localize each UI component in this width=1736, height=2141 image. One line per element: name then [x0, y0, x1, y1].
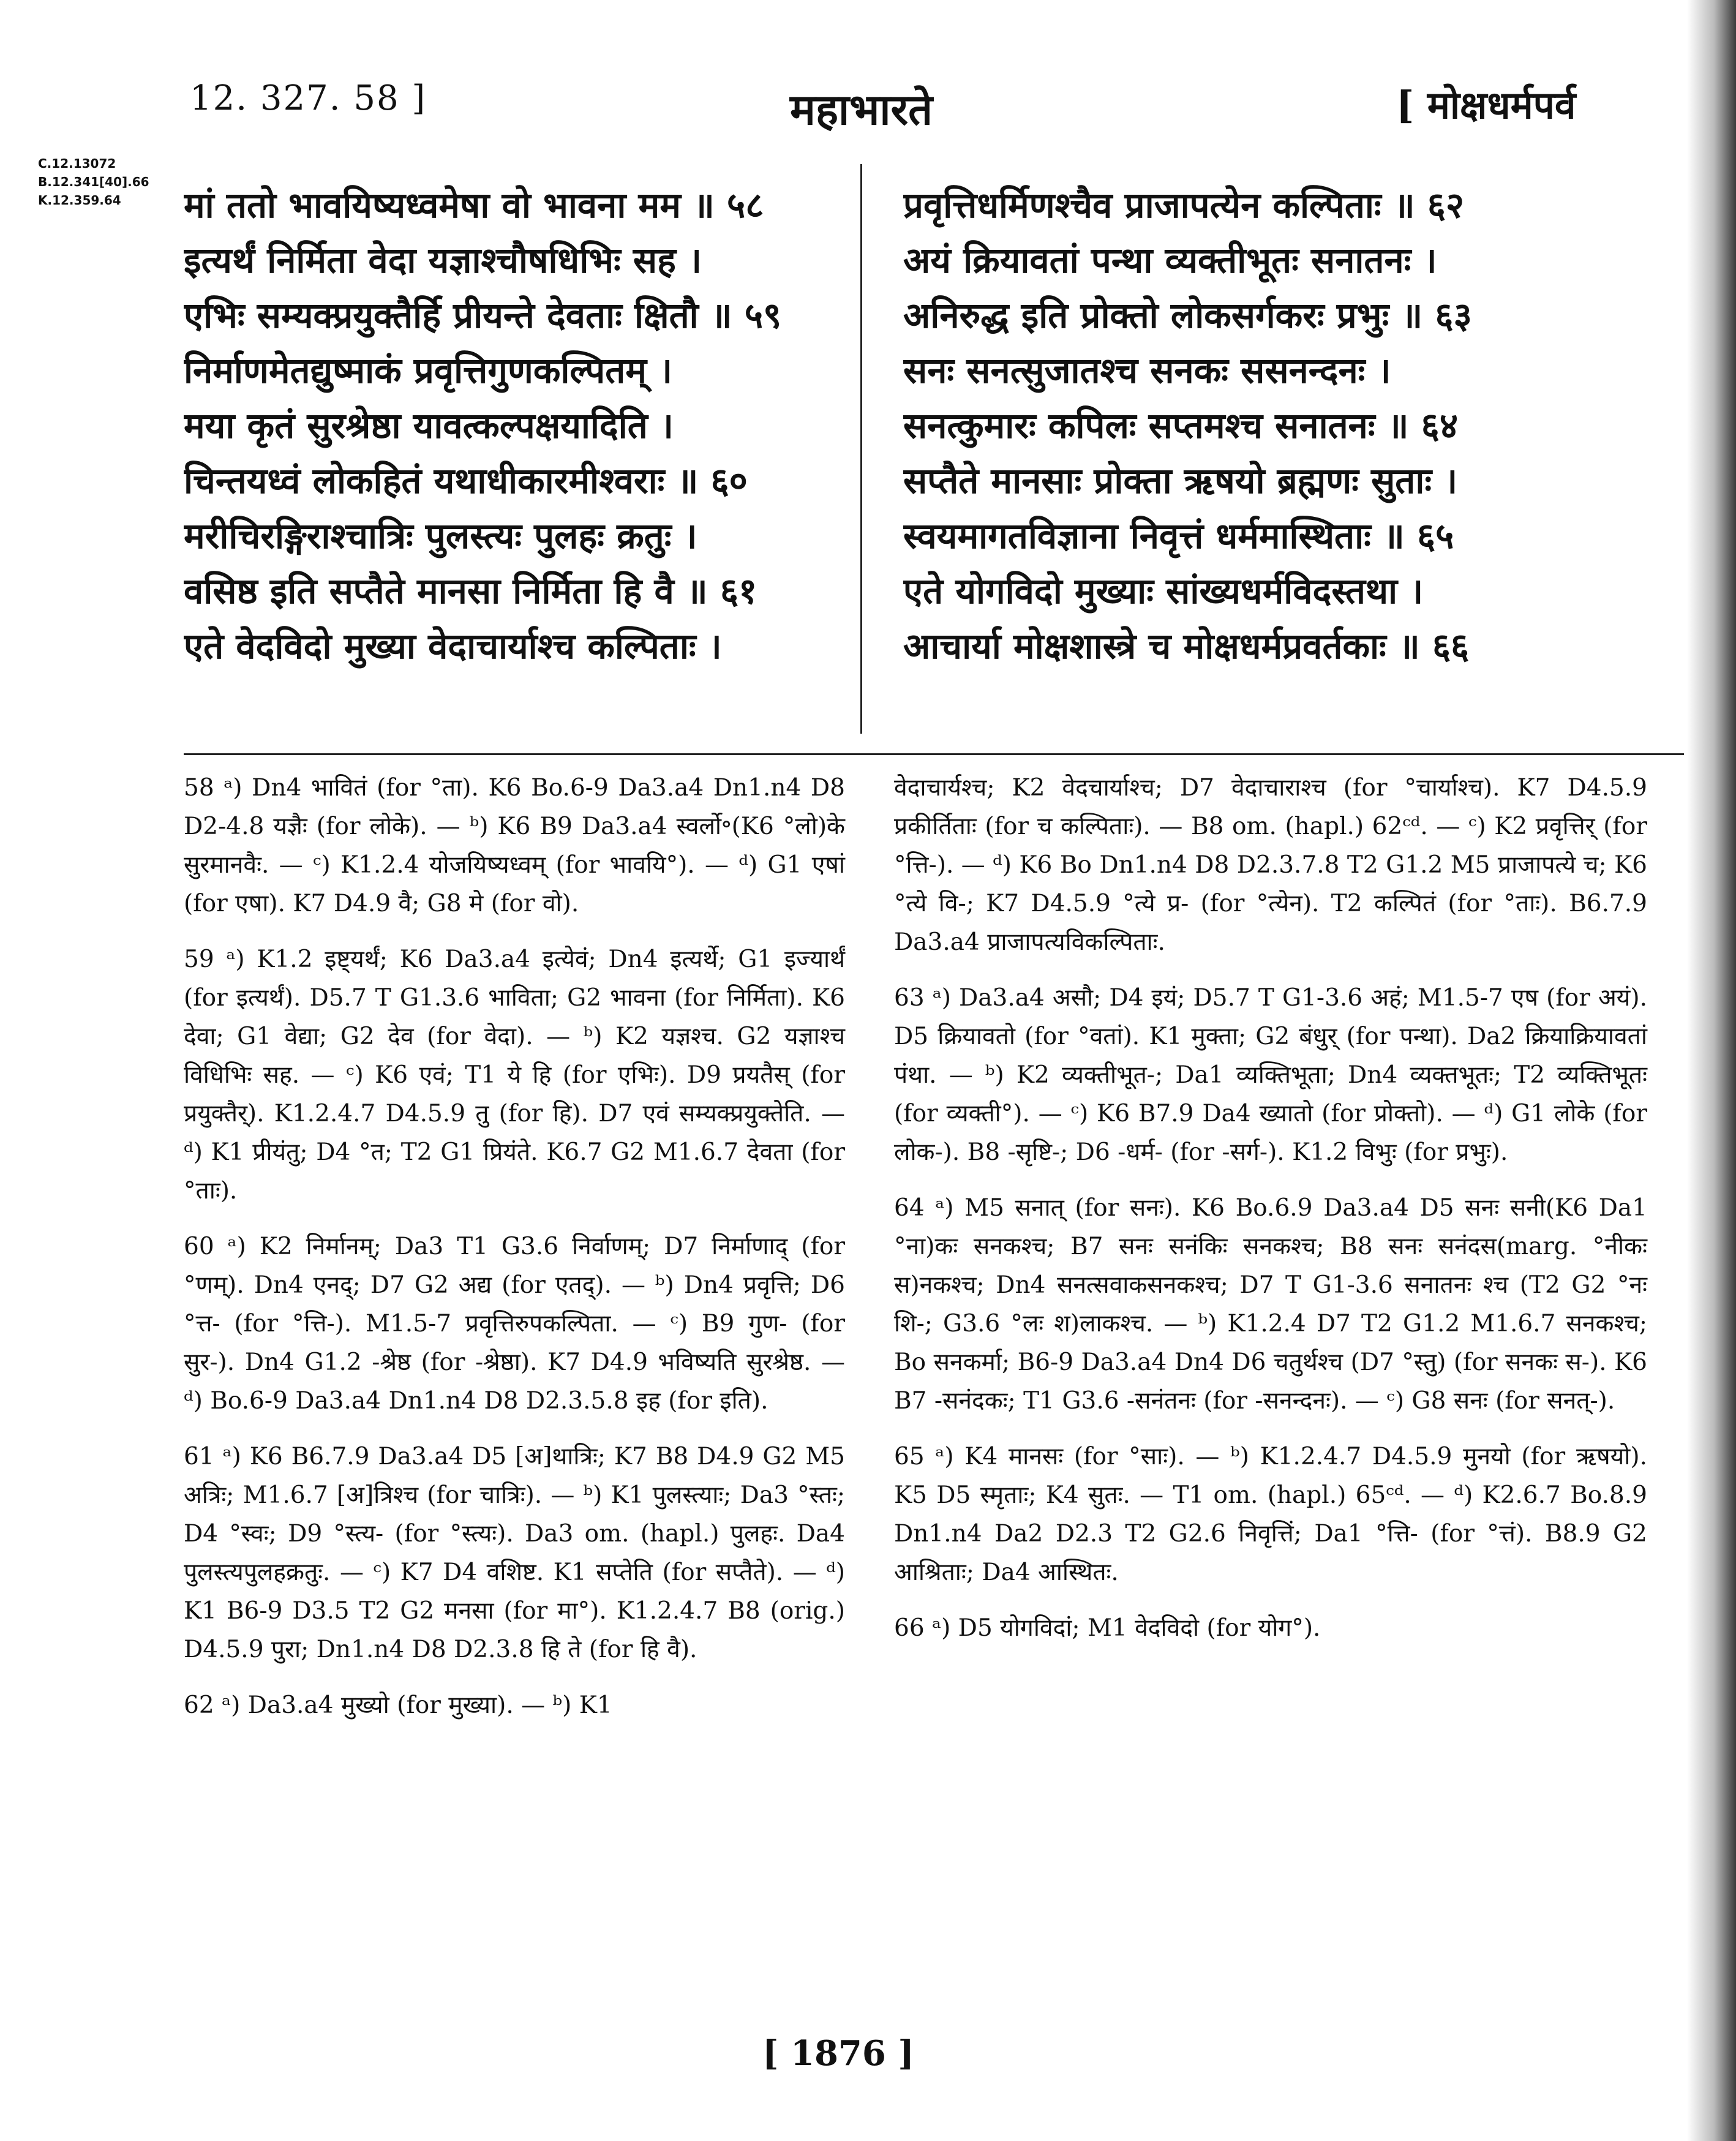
- margin-ref-c: C.12.13072: [38, 156, 116, 171]
- note-65: 65 ᵃ) K4 मानसः (for °साः). — ᵇ) K1.2.4.7 D4.5.9 मुनयो (for ऋषयो). K5 D5 स्मृताः; K4 सुतः. — T1 om. (hapl.) 65ᶜᵈ. — ᵈ) K2.6.7 Bo.8.9 Dn1.n4 Da2 D2.3 T2 G2.6 निवृत्तिं; Da1 °त्ति- (for °त्तं). B8.9 G2 आश्रिताः; Da4 आस्थितः.: [894, 1443, 1647, 1586]
- verse-line: सप्तैते मानसाः प्रोक्ता ऋषयो ब्रह्मणः सुताः ।: [903, 460, 1458, 502]
- note-63: 63 ᵃ) Da3.a4 असौ; D4 इयं; D5.7 T G1-3.6 अहं; M1.5-7 एष (for अयं). D5 क्रियावतो (for °वतां). K1 मुक्ता; G2 बंधुर् (for पन्था). Da2 क्रियाक्रियावतां पंथा. — ᵇ) K2 व्यक्तीभूत-; Da1 व्यक्तिभूता; Dn4 व्यक्तभूतः; T2 व्यक्तिभूतः (for व्यक्ती°). — ᶜ) K6 B7.9 Da4 ख्यातो (for प्रोक्तो). — ᵈ) G1 लोके (for लोक-). B8 -सृष्टि-; D6 -धर्म- (for -सर्ग-). K1.2 विभुः (for प्रभुः).: [894, 984, 1647, 1166]
- verse-line: एते वेदविदो मुख्या वेदाचार्याश्च कल्पिताः ।: [184, 625, 722, 667]
- verse-line: एभिः सम्यक्प्रयुक्तैर्हि प्रीयन्ते देवताः क्षितौ ॥ ५९: [184, 295, 782, 336]
- verse-line: वसिष्ठ इति सप्तैते मानसा निर्मिता हि वै ॥ ६१: [184, 570, 757, 612]
- verse-line: सनत्कुमारः कपिलः सप्तमश्च सनातनः ॥ ६४: [903, 405, 1459, 446]
- note-59: 59 ᵃ) K1.2 इष्ट्यर्थं; K6 Da3.a4 इत्येवं; Dn4 इत्यर्थे; G1 इज्यार्थं (for इत्यर्थं). D5.7 T G1.3.6 भाविता; G2 भावना (for निर्मिता). K6 देवा; G1 वेद्या; G2 देव (for वेदा). — ᵇ) K2 यज्ञश्च. G2 यज्ञाश्च विधिभिः सह. — ᶜ) K6 एवं; T1 ये हि (for एभिः). D9 प्रयतैस् (for प्रयुक्तैर्). K1.2.4.7 D4.5.9 तु (for हि). D7 एवं सम्यक्प्रयुक्तेति. — ᵈ) K1 प्रीयंतु; D4 °त; T2 G1 प्रियंते. K6.7 G2 M1.6.7 देवता (for °ताः).: [184, 946, 845, 1205]
- verse-column-right: [903, 178, 1687, 674]
- note-58: 58 ᵃ) Dn4 भावितं (for °ता). K6 Bo.6-9 Da3.a4 Dn1.n4 D8 D2-4.8 यज्ञैः (for लोके). — ᵇ) K6 B9 Da3.a4 स्वर्लो॰(K6 °लो)के सुरमानवैः. — ᶜ) K1.2.4 योजयिष्यध्वम् (for भावयि°). — ᵈ) G1 एषां (for एषा). K7 D4.9 वै; G8 मे (for वो).: [184, 774, 845, 917]
- critical-notes-right: [894, 769, 1647, 1665]
- page-number: [ 1876 ]: [762, 2033, 914, 2074]
- margin-references: [38, 154, 149, 209]
- apparatus-separator: [184, 753, 1684, 755]
- verse-line: सनः सनत्सुजातश्च सनकः ससनन्दनः ।: [903, 350, 1391, 391]
- verse-line: एते योगविदो मुख्याः सांख्यधर्मविदस्तथा ।: [903, 570, 1424, 612]
- note-62: 62 ᵃ) Da3.a4 मुख्यो (for मुख्या). — ᵇ) K1: [184, 1691, 612, 1719]
- verse-line: स्वयमागतविज्ञाना निवृत्तं धर्ममास्थिताः ॥ ६५: [903, 515, 1454, 557]
- note-60: 60 ᵃ) K2 निर्मानम्; Da3 T1 G3.6 निर्वाणम्; D7 निर्माणाद् (for °णम्). Dn4 एनद्; D7 G2 अद्य (for एतद्). — ᵇ) Dn4 प्रवृत्ति; D6 °त्त- (for °त्ति-). M1.5-7 प्रवृत्तिरुपकल्पिता. — ᶜ) B9 गुण- (for सुर-). Dn4 G1.2 -श्रेष्ठ (for -श्रेष्ठा). K7 D4.9 भविष्यति सुरश्रेष्ठ. — ᵈ) Bo.6-9 Da3.a4 Dn1.n4 D8 D2.3.5.8 इह (for इति).: [184, 1233, 845, 1415]
- verse-line: मया कृतं सुरश्रेष्ठा यावत्कल्पक्षयादिति ।: [184, 405, 674, 446]
- note-61: 61 ᵃ) K6 B6.7.9 Da3.a4 D5 [अ]थात्रिः; K7 B8 D4.9 G2 M5 अत्रिः; M1.6.7 [अ]त्रिश्च (for चात्रिः). — ᵇ) K1 पुलस्त्याः; Da3 °स्तः; D4 °स्वः; D9 °स्त्य- (for °स्त्यः). Da3 om. (hapl.) पुलहः. Da4 पुलस्त्यपुलहक्रतुः. — ᶜ) K7 D4 वशिष्ट. K1 सप्तेति (for सप्तैते). — ᵈ) K1 B6-9 D3.5 T2 G2 मनसा (for मा°). K1.2.4.7 B8 (orig.) D4.5.9 पुरा; Dn1.n4 D8 D2.3.8 हि ते (for हि वै).: [184, 1443, 845, 1663]
- section-title: [ मोक्षधर्मपर्व: [1396, 83, 1576, 127]
- margin-ref-b: B.12.341[40].66: [38, 175, 149, 189]
- verse-line: चिन्तयध्वं लोकहितं यथाधीकारमीश्वराः ॥ ६०: [184, 460, 748, 502]
- column-divider: [860, 164, 862, 734]
- verse-line: आचार्या मोक्षशास्त्रे च मोक्षधर्मप्रवर्तकाः ॥ ६६: [903, 625, 1470, 667]
- verse-line: अनिरुद्ध इति प्रोक्तो लोकसर्गकरः प्रभुः ॥ ६३: [903, 295, 1472, 336]
- critical-notes-left: [184, 769, 845, 1742]
- note-66: 66 ᵃ) D5 योगविदां; M1 वेदविदो (for योग°).: [894, 1614, 1321, 1642]
- margin-ref-k: K.12.359.64: [38, 193, 121, 208]
- verse-line: प्रवृत्तिधर्मिणश्चैव प्राजापत्येन कल्पिताः ॥ ६२: [903, 184, 1465, 226]
- verse-line: मरीचिरङ्गिराश्चात्रिः पुलस्त्यः पुलहः क्रतुः ।: [184, 515, 697, 557]
- note-62-cont: वेदाचार्यश्च; K2 वेदचार्याश्च; D7 वेदाचाराश्च (for °चार्याश्च). K7 D4.5.9 प्रकीर्तिताः (for च कल्पिताः). — B8 om. (hapl.) 62ᶜᵈ. — ᶜ) K2 प्रवृत्तिर् (for °त्ति-). — ᵈ) K6 Bo Dn1.n4 D8 D2.3.7.8 T2 G1.2 M5 प्राजापत्ये च; K6 °त्ये वि-; K7 D4.5.9 °त्ये प्र- (for °त्येन). T2 कल्पितं (for °ताः). B6.7.9 Da3.a4 प्राजापत्यविकल्पिताः.: [894, 774, 1647, 956]
- verse-column-left: [184, 178, 851, 674]
- verse-line: इत्यर्थं निर्मिता वेदा यज्ञाश्चौषधिभिः सह ।: [184, 239, 702, 281]
- page-edge-shadow: [1687, 0, 1736, 2141]
- verse-line: निर्माणमेतद्युष्माकं प्रवृत्तिगुणकल्पितम् ।: [184, 350, 673, 391]
- verse-line: मां ततो भावयिष्यध्वमेषा वो भावना मम ॥ ५८: [184, 184, 764, 226]
- note-64: 64 ᵃ) M5 सनात् (for सनः). K6 Bo.6.9 Da3.a4 D5 सनः सनी(K6 Da1 °ना)कः सनकश्च; B7 सनः सनंकिः सनकश्च; B8 सनः सनंदस(marg. °नीकः स)नकश्च; Dn4 सनत्सवाकसनकश्च; D7 T G1-3.6 सनातनः श्च (T2 G2 °नः शि-; G3.6 °लः श)लाकश्च. — ᵇ) K1.2.4 D7 T2 G1.2 M1.6.7 सनकश्च; Bo सनकर्मा; B6-9 Da3.a4 Dn4 D6 चतुर्थश्च (D7 °स्तु) (for सनकः स-). K6 B7 -सनंदकः; T1 G3.6 -सनंतनः (for -सनन्दनः). — ᶜ) G8 सनः (for सनत्-).: [894, 1194, 1647, 1415]
- page-reference: 12. 327. 58 ]: [190, 78, 427, 118]
- verse-line: अयं क्रियावतां पन्था व्यक्तीभूतः सनातनः ।: [903, 239, 1437, 281]
- page-title: महाभारते: [790, 84, 933, 135]
